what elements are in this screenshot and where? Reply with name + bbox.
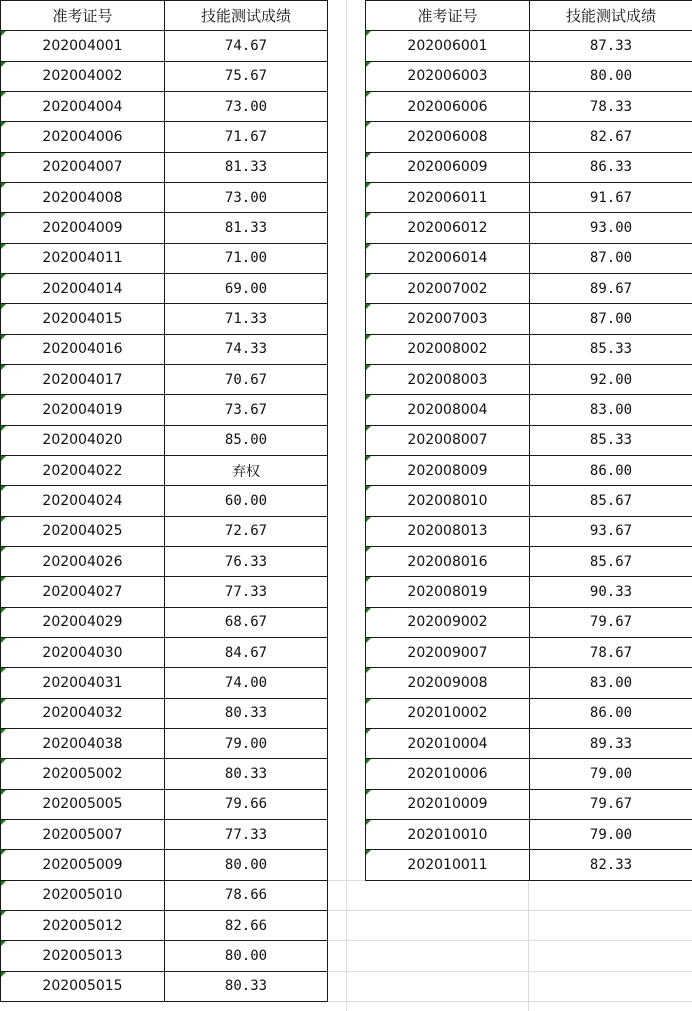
table-row <box>1 607 328 637</box>
table-row <box>366 637 692 667</box>
exam-id-cell[interactable]: 202004019 <box>1 395 165 425</box>
exam-id-cell[interactable]: 202005013 <box>1 941 165 971</box>
table-row <box>366 698 692 728</box>
score-cell[interactable]: 79.67 <box>530 789 692 819</box>
exam-id-cell[interactable]: 202004030 <box>1 637 165 667</box>
exam-id-cell[interactable]: 202006006 <box>366 91 530 121</box>
table-row <box>366 243 692 273</box>
score-cell[interactable]: 60.00 <box>165 486 328 516</box>
exam-id-cell[interactable]: 202004027 <box>1 577 165 607</box>
score-cell[interactable]: 79.00 <box>165 728 328 758</box>
score-cell[interactable]: 89.33 <box>530 728 692 758</box>
table-row <box>1 455 328 485</box>
table-row <box>366 607 692 637</box>
table-row <box>1 880 328 910</box>
score-cell[interactable]: 81.33 <box>165 213 328 243</box>
exam-id-cell[interactable]: 202006001 <box>366 31 530 61</box>
exam-id-cell[interactable]: 202010010 <box>366 819 530 849</box>
grid-line-horizontal <box>327 940 692 941</box>
table-row <box>1 122 328 152</box>
table-row <box>1 334 328 364</box>
table-row <box>366 334 692 364</box>
exam-id-cell[interactable]: 202004007 <box>1 152 165 182</box>
score-cell[interactable]: 86.00 <box>530 698 692 728</box>
table-row <box>1 152 328 182</box>
table-row <box>366 668 692 698</box>
table-row <box>1 486 328 516</box>
score-cell[interactable]: 85.67 <box>530 486 692 516</box>
exam-id-cell[interactable]: 202008019 <box>366 577 530 607</box>
table-row <box>366 31 692 61</box>
exam-id-cell[interactable]: 202009007 <box>366 637 530 667</box>
table-row <box>366 122 692 152</box>
grid-line-horizontal <box>327 910 692 911</box>
table-row <box>366 486 692 516</box>
table-row <box>366 546 692 576</box>
exam-id-cell[interactable]: 202004020 <box>1 425 165 455</box>
table-row <box>1 364 328 394</box>
table-row <box>1 546 328 576</box>
score-cell[interactable]: 85.33 <box>530 334 692 364</box>
table-row <box>1 213 328 243</box>
exam-id-cell[interactable]: 202004026 <box>1 546 165 576</box>
exam-id-cell[interactable]: 202004008 <box>1 182 165 212</box>
score-cell[interactable]: 弃权 <box>165 455 328 485</box>
table-row <box>1 789 328 819</box>
exam-id-cell[interactable]: 202004032 <box>1 698 165 728</box>
score-cell[interactable]: 71.33 <box>165 304 328 334</box>
exam-id-cell[interactable]: 202006008 <box>366 122 530 152</box>
score-cell[interactable]: 85.00 <box>165 425 328 455</box>
score-cell[interactable]: 83.00 <box>530 395 692 425</box>
score-cell[interactable]: 93.67 <box>530 516 692 546</box>
exam-id-cell[interactable]: 202004038 <box>1 728 165 758</box>
score-cell[interactable]: 87.33 <box>530 31 692 61</box>
table-row <box>1 910 328 940</box>
header-exam-id[interactable]: 准考证号 <box>1 1 165 31</box>
score-cell[interactable]: 73.67 <box>165 395 328 425</box>
exam-id-cell[interactable]: 202004001 <box>1 31 165 61</box>
score-cell[interactable]: 79.66 <box>165 789 328 819</box>
score-cell[interactable]: 80.33 <box>165 759 328 789</box>
table-row <box>366 364 692 394</box>
exam-id-cell[interactable]: 202005015 <box>1 971 165 1001</box>
exam-id-cell[interactable]: 202004017 <box>1 364 165 394</box>
exam-id-cell[interactable]: 202004024 <box>1 486 165 516</box>
score-cell[interactable]: 69.00 <box>165 273 328 303</box>
exam-id-cell[interactable]: 202005005 <box>1 789 165 819</box>
score-cell[interactable]: 80.00 <box>165 941 328 971</box>
table-row <box>366 819 692 849</box>
exam-id-cell[interactable]: 202005007 <box>1 819 165 849</box>
score-cell[interactable]: 75.67 <box>165 61 328 91</box>
score-cell[interactable]: 79.00 <box>530 759 692 789</box>
score-cell[interactable]: 80.33 <box>165 971 328 1001</box>
table-row <box>1 728 328 758</box>
table-row <box>366 395 692 425</box>
exam-id-cell[interactable]: 202005010 <box>1 880 165 910</box>
score-cell[interactable]: 79.00 <box>530 819 692 849</box>
score-cell[interactable]: 93.00 <box>530 213 692 243</box>
exam-id-cell[interactable]: 202010002 <box>366 698 530 728</box>
score-cell[interactable]: 82.67 <box>530 122 692 152</box>
score-cell[interactable]: 68.67 <box>165 607 328 637</box>
table-row <box>366 273 692 303</box>
table-row <box>1 243 328 273</box>
table-row <box>1 759 328 789</box>
score-cell[interactable]: 80.00 <box>530 61 692 91</box>
table-row <box>1 850 328 880</box>
score-cell[interactable]: 83.00 <box>530 668 692 698</box>
table-row <box>1 577 328 607</box>
exam-id-cell[interactable]: 202010011 <box>366 850 530 880</box>
exam-id-cell[interactable]: 202006009 <box>366 152 530 182</box>
score-cell[interactable]: 78.33 <box>530 91 692 121</box>
exam-id-cell[interactable]: 202008004 <box>366 395 530 425</box>
score-cell[interactable]: 82.66 <box>165 910 328 940</box>
exam-id-cell[interactable]: 202004025 <box>1 516 165 546</box>
table-row <box>1 698 328 728</box>
grid-line-horizontal <box>327 1001 692 1002</box>
score-cell[interactable]: 82.33 <box>530 850 692 880</box>
table-row <box>366 91 692 121</box>
score-cell[interactable]: 77.33 <box>165 577 328 607</box>
table-row <box>366 152 692 182</box>
score-cell[interactable]: 87.00 <box>530 243 692 273</box>
table-row <box>366 789 692 819</box>
score-cell[interactable]: 73.00 <box>165 182 328 212</box>
score-cell[interactable]: 70.67 <box>165 364 328 394</box>
header-exam-id[interactable]: 准考证号 <box>366 1 530 31</box>
exam-id-cell[interactable]: 202004022 <box>1 455 165 485</box>
exam-id-cell[interactable]: 202008007 <box>366 425 530 455</box>
score-cell[interactable]: 73.00 <box>165 91 328 121</box>
score-cell[interactable]: 85.33 <box>530 425 692 455</box>
table-row <box>366 577 692 607</box>
exam-id-cell[interactable]: 202010006 <box>366 759 530 789</box>
table-row <box>1 941 328 971</box>
score-cell[interactable]: 86.33 <box>530 152 692 182</box>
score-cell[interactable]: 90.33 <box>530 577 692 607</box>
exam-id-cell[interactable]: 202005009 <box>1 850 165 880</box>
exam-id-cell[interactable]: 202004006 <box>1 122 165 152</box>
table-row <box>366 759 692 789</box>
table-row <box>366 516 692 546</box>
score-cell[interactable]: 79.67 <box>530 607 692 637</box>
table-row <box>1 971 328 1001</box>
score-cell[interactable]: 91.67 <box>530 182 692 212</box>
scores-table-right <box>365 0 692 881</box>
score-cell[interactable]: 74.00 <box>165 668 328 698</box>
score-cell[interactable]: 80.00 <box>165 850 328 880</box>
exam-id-cell[interactable]: 202006003 <box>366 61 530 91</box>
exam-id-cell[interactable]: 202006011 <box>366 182 530 212</box>
exam-id-cell[interactable]: 202004014 <box>1 273 165 303</box>
grid-line-vertical <box>346 0 347 1011</box>
score-cell[interactable]: 81.33 <box>165 152 328 182</box>
table-row <box>1 304 328 334</box>
exam-id-cell[interactable]: 202004011 <box>1 243 165 273</box>
exam-id-cell[interactable]: 202004031 <box>1 668 165 698</box>
exam-id-cell[interactable]: 202006012 <box>366 213 530 243</box>
table-row <box>366 182 692 212</box>
exam-id-cell[interactable]: 202010009 <box>366 789 530 819</box>
score-cell[interactable]: 92.00 <box>530 364 692 394</box>
exam-id-cell[interactable]: 202004029 <box>1 607 165 637</box>
table-row <box>1 637 328 667</box>
table-row <box>1 668 328 698</box>
exam-id-cell[interactable]: 202008013 <box>366 516 530 546</box>
score-cell[interactable]: 89.67 <box>530 273 692 303</box>
exam-id-cell[interactable]: 202008002 <box>366 334 530 364</box>
grid-line-horizontal <box>327 971 692 972</box>
exam-id-cell[interactable]: 202006014 <box>366 243 530 273</box>
score-cell[interactable]: 74.67 <box>165 31 328 61</box>
exam-id-cell[interactable]: 202004002 <box>1 61 165 91</box>
table-row <box>366 850 692 880</box>
table-header-row <box>366 1 692 31</box>
exam-id-cell[interactable]: 202004004 <box>1 91 165 121</box>
exam-id-cell[interactable]: 202007002 <box>366 273 530 303</box>
score-cell[interactable]: 71.00 <box>165 243 328 273</box>
table-row <box>1 425 328 455</box>
table-row <box>366 304 692 334</box>
table-row <box>1 31 328 61</box>
table-row <box>1 395 328 425</box>
score-cell[interactable]: 72.67 <box>165 516 328 546</box>
exam-id-cell[interactable]: 202005012 <box>1 910 165 940</box>
score-cell[interactable]: 86.00 <box>530 455 692 485</box>
score-cell[interactable]: 78.67 <box>530 637 692 667</box>
table-row <box>366 455 692 485</box>
exam-id-cell[interactable]: 202010004 <box>366 728 530 758</box>
exam-id-cell[interactable]: 202005002 <box>1 759 165 789</box>
score-cell[interactable]: 74.33 <box>165 334 328 364</box>
score-cell[interactable]: 87.00 <box>530 304 692 334</box>
table-row <box>366 728 692 758</box>
exam-id-cell[interactable]: 202008010 <box>366 486 530 516</box>
score-cell[interactable]: 76.33 <box>165 546 328 576</box>
table-row <box>1 273 328 303</box>
exam-id-cell[interactable]: 202004016 <box>1 334 165 364</box>
score-cell[interactable]: 71.67 <box>165 122 328 152</box>
score-cell[interactable]: 77.33 <box>165 819 328 849</box>
exam-id-cell[interactable]: 202007003 <box>366 304 530 334</box>
score-cell[interactable]: 84.67 <box>165 637 328 667</box>
exam-id-cell[interactable]: 202008003 <box>366 364 530 394</box>
table-row <box>366 425 692 455</box>
table-row <box>1 91 328 121</box>
header-skill-score[interactable]: 技能测试成绩 <box>165 1 328 31</box>
exam-id-cell[interactable]: 202004015 <box>1 304 165 334</box>
table-header-row <box>1 1 328 31</box>
table-row <box>1 61 328 91</box>
scores-table-left <box>0 0 328 1002</box>
score-cell[interactable]: 85.67 <box>530 546 692 576</box>
score-cell[interactable]: 80.33 <box>165 698 328 728</box>
exam-id-cell[interactable]: 202008009 <box>366 455 530 485</box>
header-skill-score[interactable]: 技能测试成绩 <box>530 1 692 31</box>
table-row <box>1 819 328 849</box>
table-row <box>366 213 692 243</box>
exam-id-cell[interactable]: 202004009 <box>1 213 165 243</box>
exam-id-cell[interactable]: 202009008 <box>366 668 530 698</box>
table-row <box>1 516 328 546</box>
table-row <box>366 61 692 91</box>
score-cell[interactable]: 78.66 <box>165 880 328 910</box>
exam-id-cell[interactable]: 202009002 <box>366 607 530 637</box>
exam-id-cell[interactable]: 202008016 <box>366 546 530 576</box>
table-row <box>1 182 328 212</box>
